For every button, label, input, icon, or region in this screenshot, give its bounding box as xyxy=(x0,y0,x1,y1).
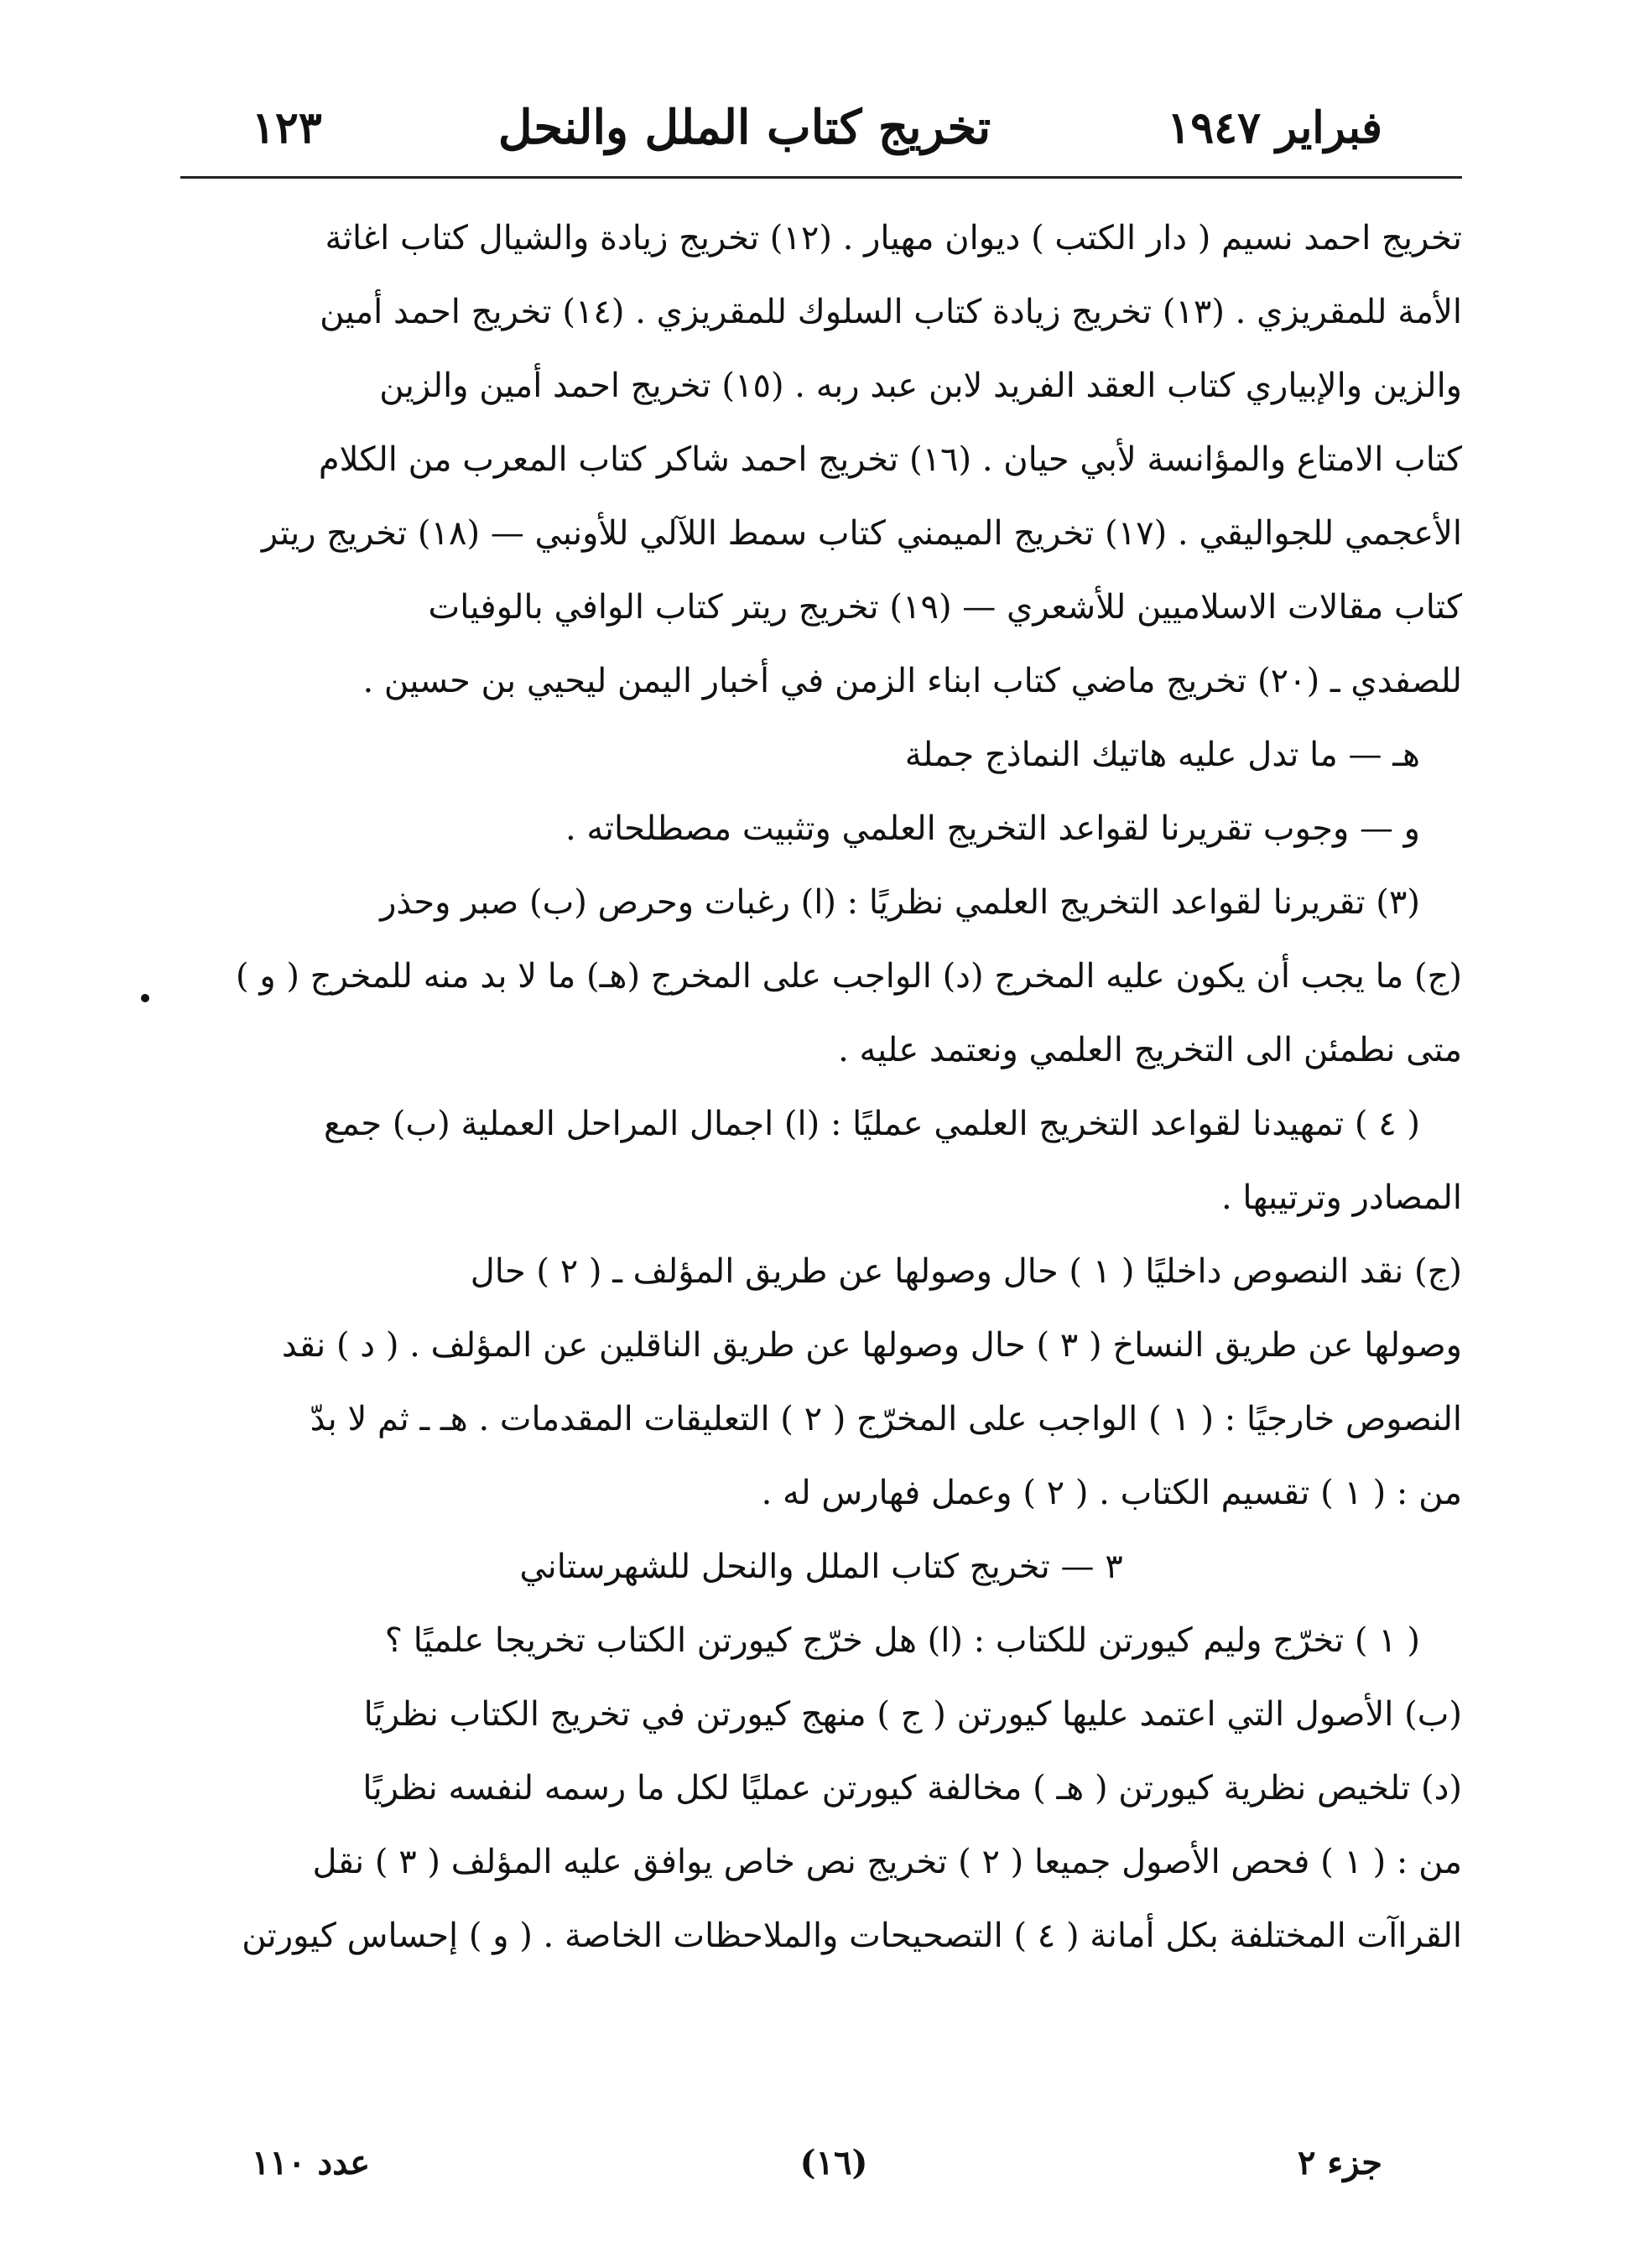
body-line: ٣ — تخريج كتاب الملل والنحل للشهرستاني xyxy=(519,1548,1123,1586)
body-line: النصوص خارجيًا : ( ١ ) الواجب على المخرّج ( ٢ ) التعليقات المقدمات . هـ ـ ثم لا بدّ xyxy=(310,1400,1462,1438)
body-text xyxy=(180,201,1462,1973)
body-line: وصولها عن طريق النساخ ( ٣ ) حال وصولها عن طريق الناقلين عن المؤلف . ( د ) نقد xyxy=(281,1326,1462,1365)
body-line: المصادر وترتيبها . xyxy=(1221,1178,1462,1217)
body-line: تخريج احمد نسيم ( دار الكتب ) ديوان مهيار . (١٢) تخريج زيادة والشيال كتاب اغاثة xyxy=(325,219,1462,257)
body-line: الأعجمي للجواليقي . (١٧) تخريج الميمني كتاب سمط اللآلي للأونبي — (١٨) تخريج ريتر xyxy=(261,514,1462,553)
body-line: (٣) تقريرنا لقواعد التخريج العلمي نظريًا : (ا) رغبات وحرص (ب) صبر وحذر xyxy=(380,883,1420,922)
page-header xyxy=(252,94,1382,161)
footer-volume: جزء ٢ xyxy=(1297,2142,1382,2182)
body-line: هـ — ما تدل عليه هاتيك النماذج جملة xyxy=(904,736,1420,774)
body-line: (ج) ما يجب أن يكون عليه المخرج (د) الواجب على المخرج (هـ) ما لا بد منه للمخرج ( و ) xyxy=(236,957,1462,996)
body-line: و — وجوب تقريرنا لقواعد التخريج العلمي وتثبيت مصطلحاته . xyxy=(565,809,1420,848)
body-line: ( ٤ ) تمهيدنا لقواعد التخريج العلمي عمليًا : (ا) اجمال المراحل العملية (ب) جمع xyxy=(324,1105,1420,1143)
body-line: والزين والإبياري كتاب العقد الفريد لابن عبد ربه . (١٥) تخريج احمد أمين والزين xyxy=(379,367,1462,405)
footer-page-code: (١٦) xyxy=(799,2142,868,2182)
body-line: كتاب مقالات الاسلاميين للأشعري — (١٩) تخريج ريتر كتاب الوافي بالوفيات xyxy=(428,588,1462,627)
body-line: الأمة للمقريزي . (١٣) تخريج زيادة كتاب السلوك للمقريزي . (١٤) تخريج احمد أمين xyxy=(320,293,1462,331)
page-footer xyxy=(252,2137,1382,2187)
body-line: (ج) نقد النصوص داخليًا ( ١ ) حال وصولها عن طريق المؤلف ـ ( ٢ ) حال xyxy=(470,1252,1462,1291)
body-line: من : ( ١ ) فحص الأصول جميعا ( ٢ ) تخريج نص خاص يوافق عليه المؤلف ( ٣ ) نقل xyxy=(312,1843,1462,1881)
header-title: تخريج كتاب الملل والنحل xyxy=(497,100,991,155)
body-line: من : ( ١ ) تقسيم الكتاب . ( ٢ ) وعمل فهارس له . xyxy=(761,1474,1462,1512)
body-line: (ب) الأصول التي اعتمد عليها كيورتن ( ج ) منهج كيورتن في تخريج الكتاب نظريًا xyxy=(363,1695,1462,1734)
body-line: للصفدي ـ (٢٠) تخريج ماضي كتاب ابناء الزمن في أخبار اليمن ليحيي بن حسين . xyxy=(362,662,1462,700)
body-line: كتاب الامتاع والمؤانسة لأبي حيان . (١٦) تخريج احمد شاكر كتاب المعرب من الكلام xyxy=(318,440,1462,479)
body-line: ( ١ ) تخرّج وليم كيورتن للكتاب : (ا) هل خرّج كيورتن الكتاب تخريجا علميًا ؟ xyxy=(384,1621,1420,1660)
header-rule xyxy=(180,176,1462,179)
footer-issue: عدد ١١٠ xyxy=(252,2142,371,2182)
body-line: متى نطمئن الى التخريج العلمي ونعتمد عليه . xyxy=(838,1031,1462,1069)
margin-dot xyxy=(141,994,149,1002)
body-line: (د) تلخيص نظرية كيورتن ( هـ ) مخالفة كيورتن عمليًا لكل ما رسمه لنفسه نظريًا xyxy=(362,1769,1462,1808)
body-line: القراآت المختلفة بكل أمانة ( ٤ ) التصحيحات والملاحظات الخاصة . ( و ) إحساس كيورتن xyxy=(242,1917,1462,1955)
header-date: فبراير ١٩٤٧ xyxy=(1167,101,1382,153)
header-page-number: ١٢٣ xyxy=(252,101,322,153)
